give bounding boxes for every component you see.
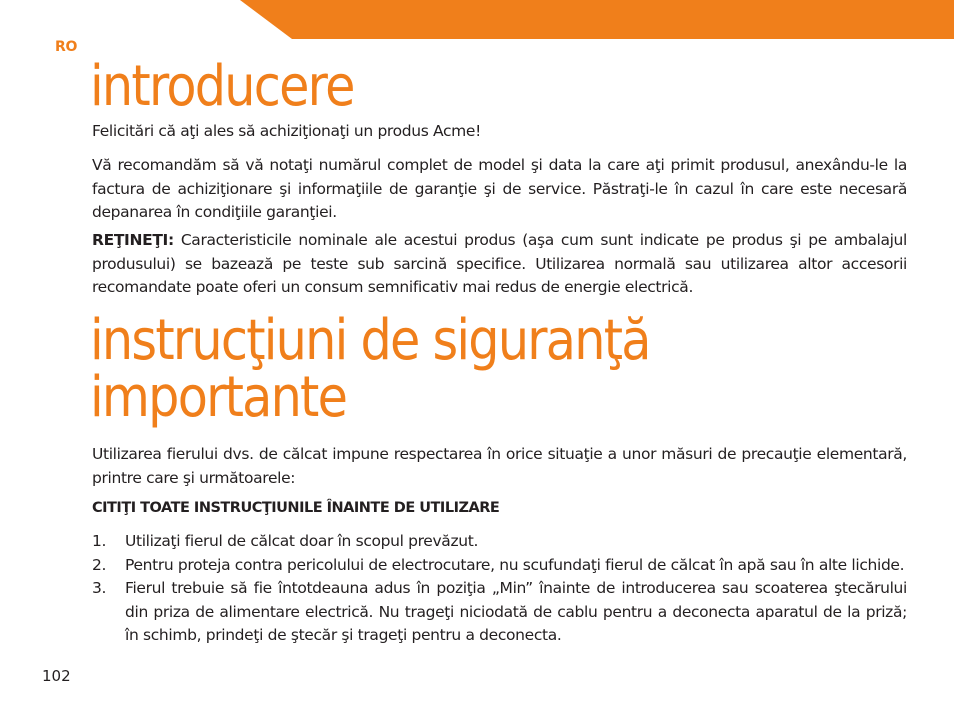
list-item-number: 2. bbox=[92, 555, 107, 574]
usage-paragraph: Utilizarea fierului dvs. de călcat impune respectarea în orice situaţie a unor măsuri de precauţie elementară, printre care şi următoarele: bbox=[92, 445, 907, 487]
note-label: REŢINEŢI: bbox=[92, 231, 174, 249]
list-item bbox=[92, 577, 907, 648]
read-instructions-heading: CITIŢI TOATE INSTRUCŢIUNILE ÎNAINTE DE UTILIZARE bbox=[92, 500, 500, 516]
safety-rules-list bbox=[92, 530, 907, 648]
list-item bbox=[92, 554, 907, 578]
note-text: Caracteristicile nominale ale acestui produs (aşa cum sunt indicate pe produs şi pe ambalajul produsului) se bazează pe teste sub sarcină specifice. Utilizarea normală sau utilizarea altor accesorii recomandate poate oferi un consum semnificativ mai redus de energie electrică. bbox=[92, 231, 907, 296]
note-paragraph bbox=[92, 229, 907, 300]
recommend-paragraph: Vă recomandăm să vă notaţi numărul complet de model şi data la care aţi primit produsul, anexându-le la factura de achiziţionare şi informaţiile de garanţie şi de service. Păstraţi-le în cazul în care este necesară depanarea în condiţiile garanţiei. bbox=[92, 156, 907, 221]
list-item bbox=[92, 530, 907, 554]
top-orange-banner bbox=[240, 0, 954, 39]
list-item-text: Utilizaţi fierul de călcat doar în scopul prevăzut. bbox=[125, 532, 479, 550]
congrats-paragraph: Felicitări că aţi ales să achiziţionaţi un produs Acme! bbox=[92, 122, 481, 140]
list-item-number: 1. bbox=[92, 532, 107, 550]
list-item-text: Pentru proteja contra pericolului de electrocutare, nu scufundaţi fierul de călcat în apă sau în alte lichide. bbox=[125, 555, 905, 574]
list-item-text: Fierul trebuie să fie întotdeauna adus în poziţia „Min” înainte de introducerea sau scoaterea ştecărului din priza de alimentare electrică. Nu trageţi niciodată de cablu pentru a deconecta aparatul de la priză; în schimb, prindeţi de ştecăr şi trageţi pentru a deconecta. bbox=[125, 579, 907, 644]
language-tag: RO bbox=[55, 39, 78, 55]
section-heading-intro: introducere bbox=[90, 54, 354, 119]
section-heading-safety: instrucţiuni de siguranţă importante bbox=[90, 308, 650, 430]
page-number: 102 bbox=[42, 667, 71, 685]
list-item-number: 3. bbox=[92, 579, 107, 597]
